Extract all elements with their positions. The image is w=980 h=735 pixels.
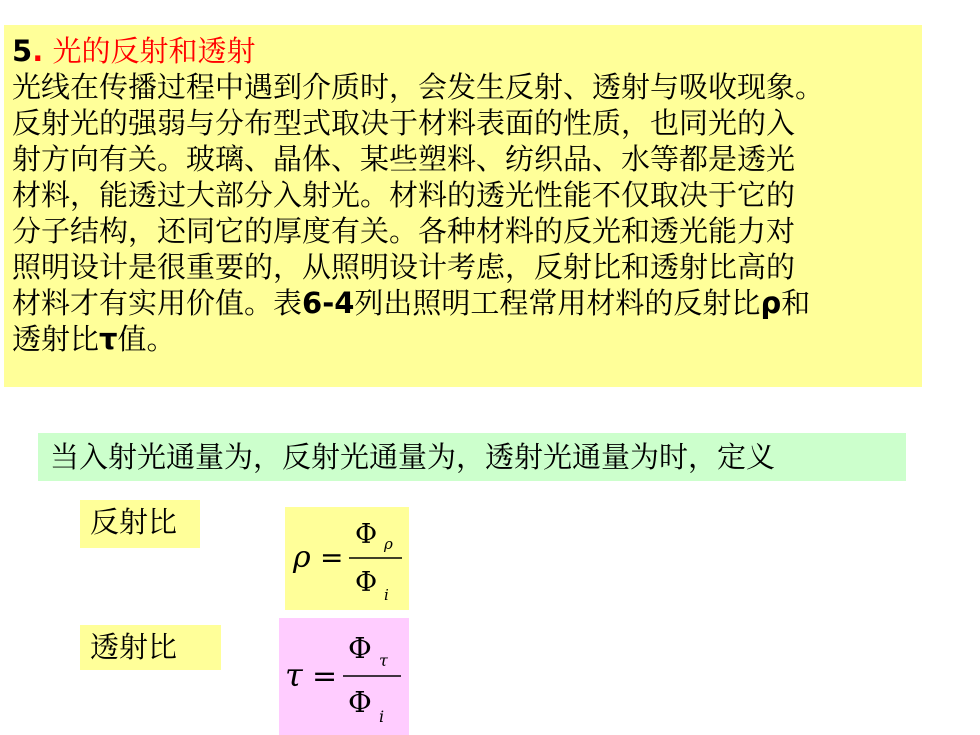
section-heading	[12, 33, 916, 69]
section-number: 5	[12, 34, 33, 68]
paragraph-segment: 反射光的强弱与分布型式取决于材料表面的性质，也同光的入	[12, 106, 796, 140]
reflectance-formula-den: Φ	[355, 567, 378, 598]
paragraph-line	[12, 141, 916, 177]
transmittance-label: 透射比	[90, 630, 178, 664]
transmittance-formula-box	[279, 618, 409, 735]
transmittance-formula-lhs: τ	[285, 656, 303, 694]
paragraph-line	[12, 69, 916, 105]
definition-box	[38, 433, 906, 481]
paragraph-segment: 6-4	[302, 286, 355, 320]
paragraph-segment: 射方向有关。玻璃、晶体、某些塑料、纺织品、水等都是透光	[12, 142, 796, 176]
definition-text: 当入射光通量为，反射光通量为，透射光通量为时，定义	[50, 440, 776, 474]
transmittance-formula-num-sub: τ	[379, 651, 388, 670]
paragraph-line	[12, 321, 916, 357]
reflectance-formula	[285, 507, 409, 610]
paragraph-segment: τ	[99, 322, 118, 356]
paragraph-segment: 透射比	[12, 322, 100, 356]
reflectance-formula-box	[285, 507, 409, 610]
paragraph-segment: ρ	[760, 286, 782, 320]
paragraph-segment: 和	[781, 286, 811, 320]
section-dot: .	[32, 34, 44, 68]
paragraph-segment: 照明设计是很重要的，从照明设计考虑，反射比和透射比高的	[12, 250, 796, 284]
reflectance-formula-eq: =	[320, 541, 344, 574]
paragraph-line	[12, 285, 916, 321]
reflectance-formula-lhs: ρ	[293, 540, 311, 575]
transmittance-label-box	[80, 625, 221, 670]
transmittance-formula-den-sub: i	[379, 707, 385, 726]
section-title: 光的反射和透射	[52, 34, 256, 68]
paragraph-line	[12, 249, 916, 285]
paragraph-segment: 值。	[117, 322, 176, 356]
paragraph-segment: 光线在传播过程中遇到介质时，会发生反射、透射与吸收现象。	[12, 70, 825, 104]
paragraph-segment: 列出照明工程常用材料的反射比	[354, 286, 761, 320]
paragraph-line	[12, 213, 916, 249]
reflectance-formula-num: Φ	[355, 519, 378, 550]
reflectance-label-box	[80, 500, 200, 548]
paragraph-segment: 材料，能透过大部分入射光。材料的透光性能不仅取决于它的	[12, 178, 796, 212]
reflectance-formula-den-sub: i	[384, 586, 389, 604]
intro-text-box	[4, 25, 922, 387]
transmittance-formula	[279, 618, 409, 735]
transmittance-formula-eq: =	[312, 659, 338, 694]
intro-paragraph	[12, 69, 916, 357]
reflectance-label: 反射比	[90, 505, 178, 539]
paragraph-segment: 材料才有实用价值。表	[12, 286, 303, 320]
reflectance-formula-num-sub: ρ	[384, 535, 393, 553]
transmittance-formula-den: Φ	[348, 685, 372, 719]
paragraph-line	[12, 177, 916, 213]
paragraph-segment: 分子结构，还同它的厚度有关。各种材料的反光和透光能力对	[12, 214, 796, 248]
paragraph-line	[12, 105, 916, 141]
transmittance-formula-num: Φ	[348, 631, 372, 665]
